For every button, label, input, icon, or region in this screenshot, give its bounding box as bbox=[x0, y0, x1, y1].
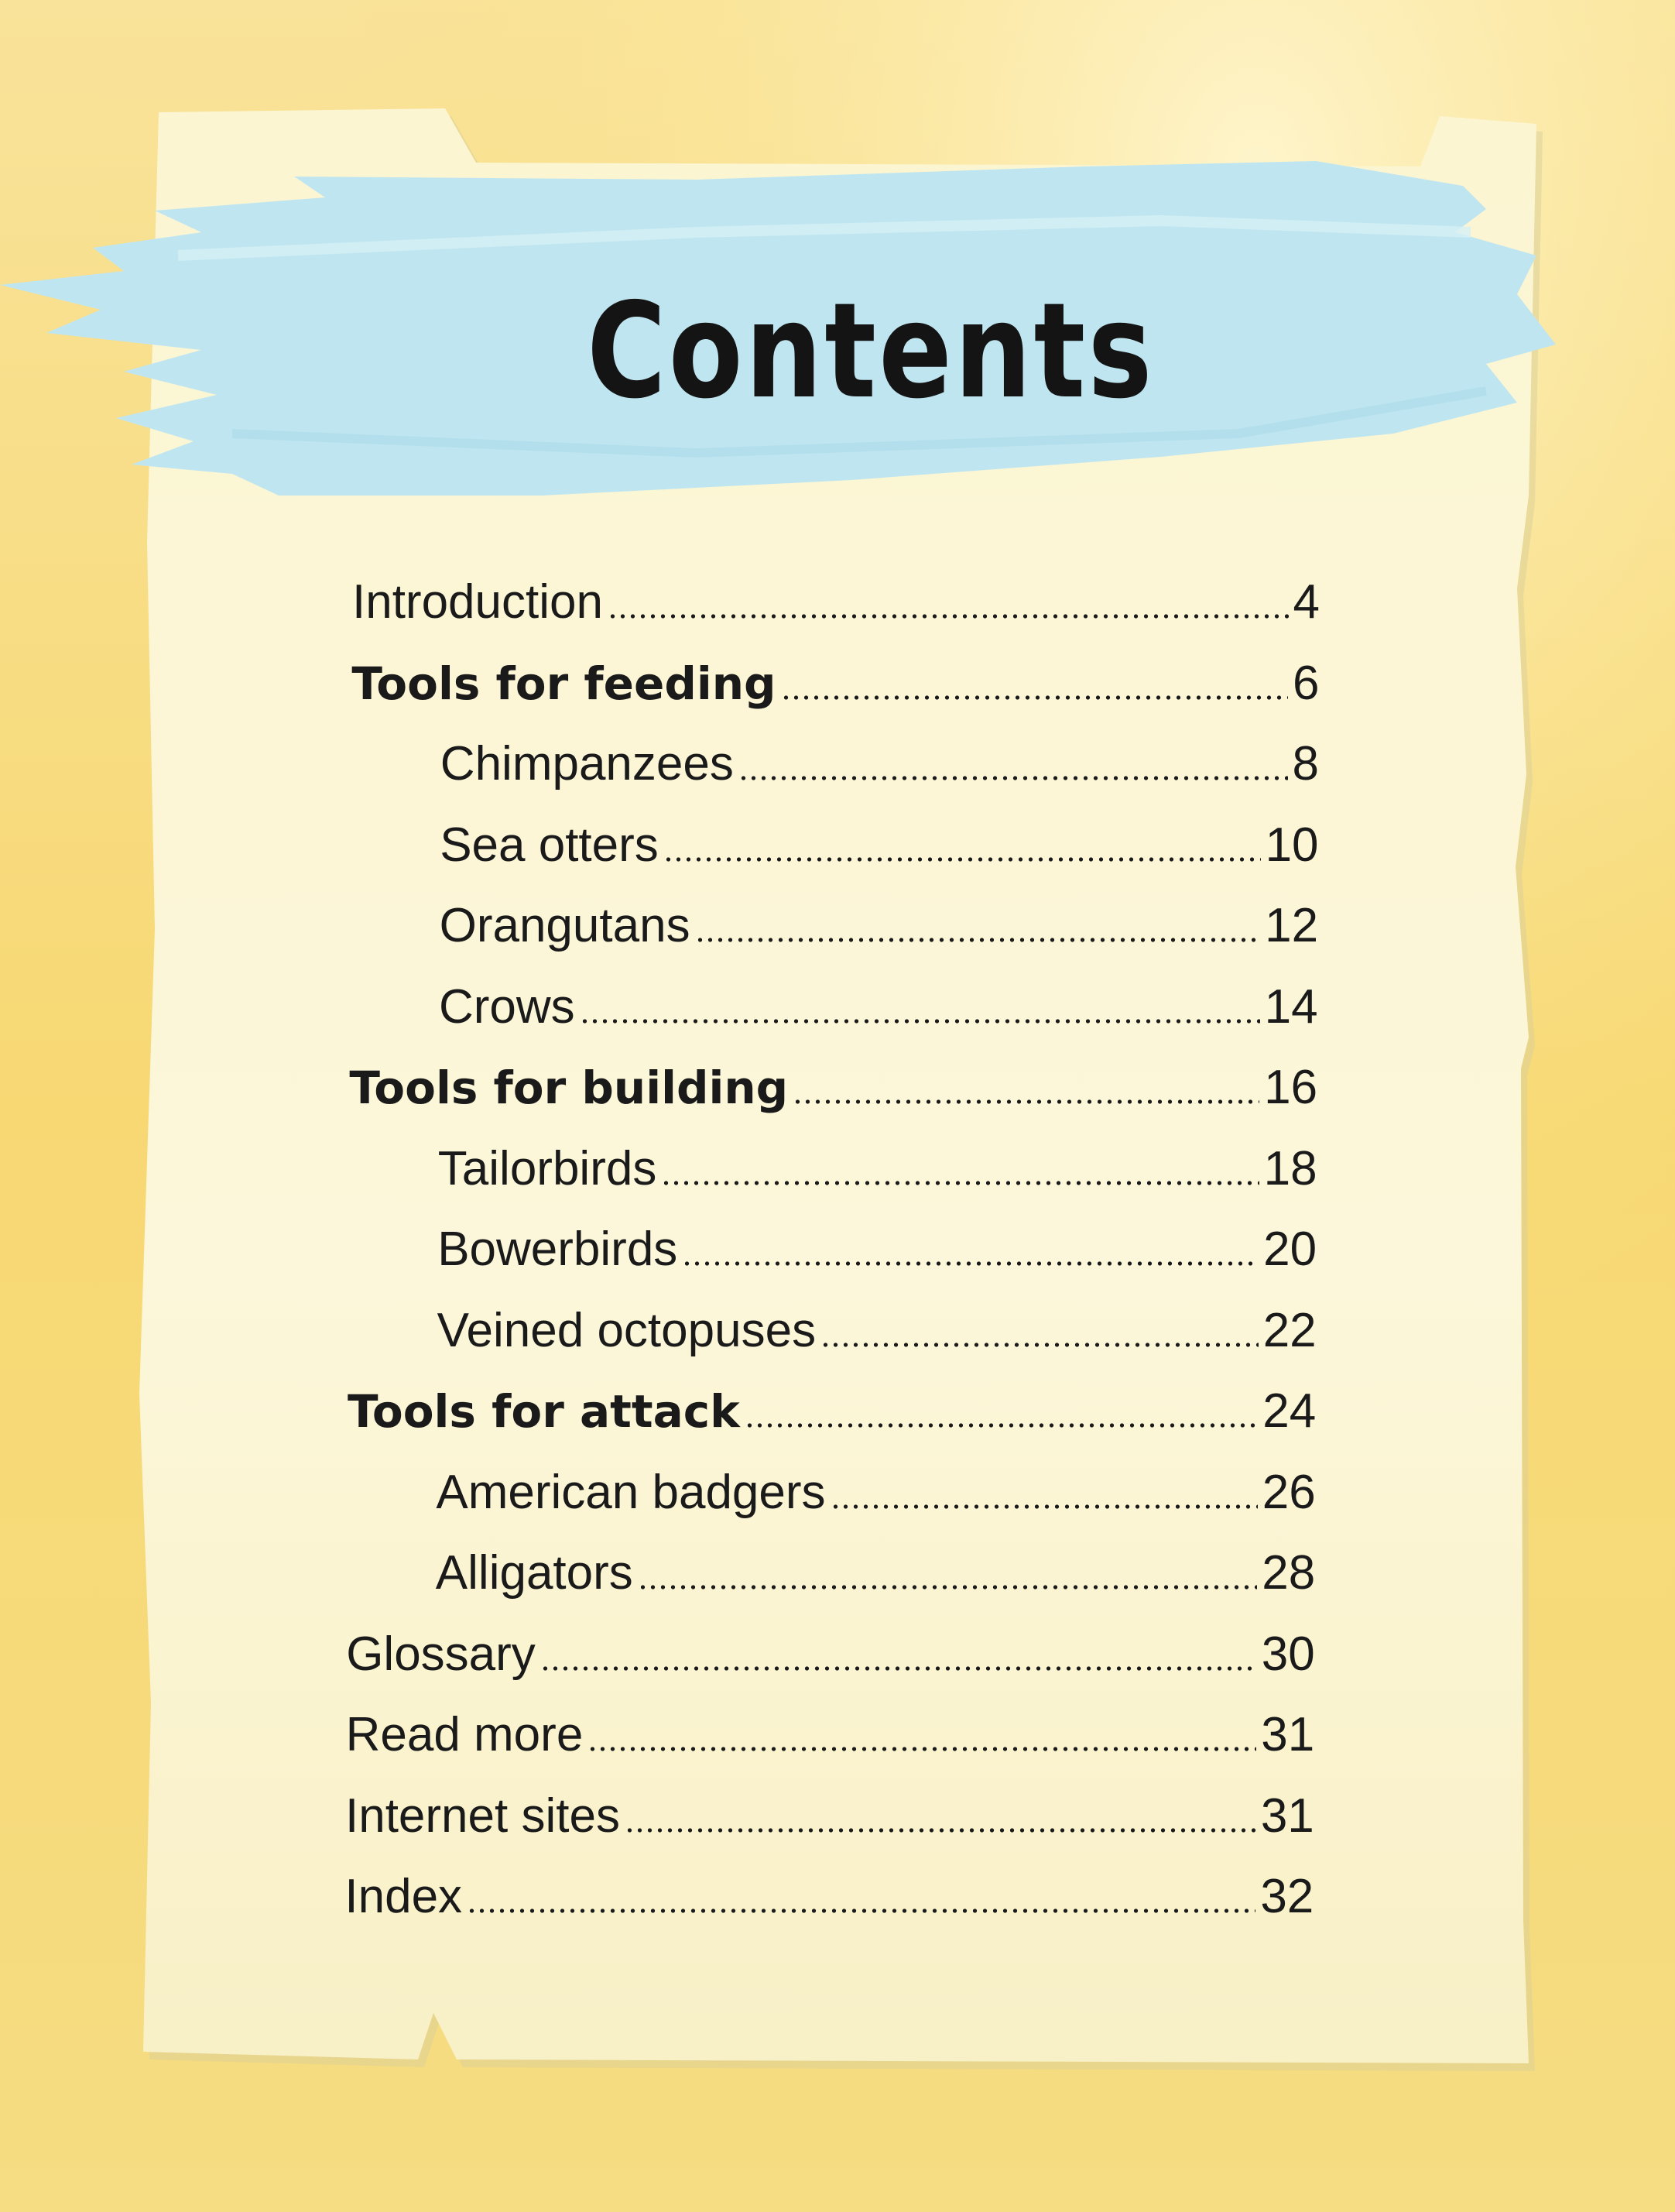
toc-entry-page: 6 bbox=[1293, 656, 1320, 710]
dot-leader bbox=[625, 1828, 1256, 1833]
toc-entry-page: 30 bbox=[1261, 1627, 1315, 1681]
toc-entry bbox=[352, 574, 1320, 629]
dot-leader bbox=[467, 1908, 1255, 1913]
toc-entry-page: 26 bbox=[1262, 1465, 1316, 1519]
dot-leader bbox=[820, 1343, 1259, 1347]
toc-entry bbox=[440, 818, 1318, 873]
toc-entry bbox=[351, 656, 1319, 711]
toc-entry bbox=[349, 1060, 1317, 1115]
toc-entry bbox=[348, 1384, 1316, 1439]
toc-entry-page: 18 bbox=[1263, 1141, 1317, 1195]
toc-entry-page: 10 bbox=[1265, 818, 1319, 872]
toc-entry-label: Orangutans bbox=[439, 899, 690, 952]
toc-entry-page: 32 bbox=[1260, 1870, 1314, 1923]
toc-entry bbox=[438, 1141, 1317, 1196]
toc-entry-label: Internet sites bbox=[345, 1788, 620, 1843]
toc-entry bbox=[439, 979, 1318, 1034]
dot-leader bbox=[608, 614, 1289, 619]
dot-leader bbox=[663, 857, 1261, 862]
toc-entry-label: Index bbox=[344, 1870, 463, 1923]
toc-entry-page: 14 bbox=[1264, 979, 1318, 1034]
dot-leader bbox=[682, 1261, 1259, 1266]
toc-entry-label: Read more bbox=[345, 1708, 584, 1761]
toc-entry bbox=[344, 1869, 1314, 1924]
dot-leader bbox=[831, 1504, 1258, 1509]
toc-entry bbox=[440, 898, 1318, 953]
dot-leader bbox=[695, 938, 1261, 942]
toc-entry-label: Glossary bbox=[346, 1627, 536, 1681]
toc-entry-label: Veined octopuses bbox=[437, 1303, 817, 1357]
dot-leader bbox=[587, 1747, 1256, 1751]
dot-leader bbox=[638, 1585, 1257, 1590]
toc-entry-label: Crows bbox=[439, 979, 575, 1034]
dot-leader bbox=[745, 1423, 1259, 1428]
toc-entry-label: Tools for building bbox=[349, 1061, 789, 1114]
toc-entry-label: Tools for attack bbox=[348, 1385, 740, 1438]
toc-entry-label: Introduction bbox=[352, 575, 603, 629]
dot-leader bbox=[580, 1019, 1260, 1024]
toc-entry-label: American badgers bbox=[436, 1465, 826, 1519]
toc-entry bbox=[346, 1707, 1315, 1762]
toc-entry-page: 12 bbox=[1265, 899, 1319, 952]
toc-entry-label: Bowerbirds bbox=[437, 1223, 678, 1276]
toc-entry-label: Alligators bbox=[435, 1546, 633, 1600]
dot-leader bbox=[793, 1099, 1259, 1104]
toc-entry-label: Tools for feeding bbox=[351, 657, 776, 710]
toc-entry bbox=[440, 736, 1319, 791]
toc-entry-label: Tailorbirds bbox=[437, 1141, 657, 1195]
toc-entry-page: 28 bbox=[1262, 1546, 1316, 1600]
toc-entry-page: 16 bbox=[1264, 1061, 1318, 1114]
toc-entry bbox=[436, 1465, 1315, 1520]
dot-leader bbox=[540, 1666, 1257, 1671]
dot-leader bbox=[738, 776, 1288, 780]
toc-entry-page: 4 bbox=[1293, 575, 1320, 629]
dot-leader bbox=[781, 695, 1288, 700]
toc-entry-page: 31 bbox=[1261, 1708, 1315, 1761]
toc-entry-page: 20 bbox=[1263, 1223, 1317, 1276]
toc-entry bbox=[437, 1303, 1317, 1358]
toc-entry bbox=[436, 1545, 1315, 1600]
toc-entry-page: 8 bbox=[1292, 737, 1320, 790]
toc-entry bbox=[437, 1222, 1317, 1277]
page-title: Contents bbox=[587, 275, 1155, 428]
toc-entry-label: Chimpanzees bbox=[440, 737, 734, 790]
toc-entry-page: 24 bbox=[1262, 1384, 1317, 1438]
dot-leader bbox=[661, 1181, 1259, 1185]
toc-entry-page: 31 bbox=[1260, 1788, 1314, 1843]
toc-entry-label: Sea otters bbox=[440, 818, 659, 872]
toc-entry bbox=[345, 1788, 1314, 1843]
toc-entry bbox=[346, 1627, 1315, 1682]
toc-entry-page: 22 bbox=[1262, 1303, 1317, 1357]
